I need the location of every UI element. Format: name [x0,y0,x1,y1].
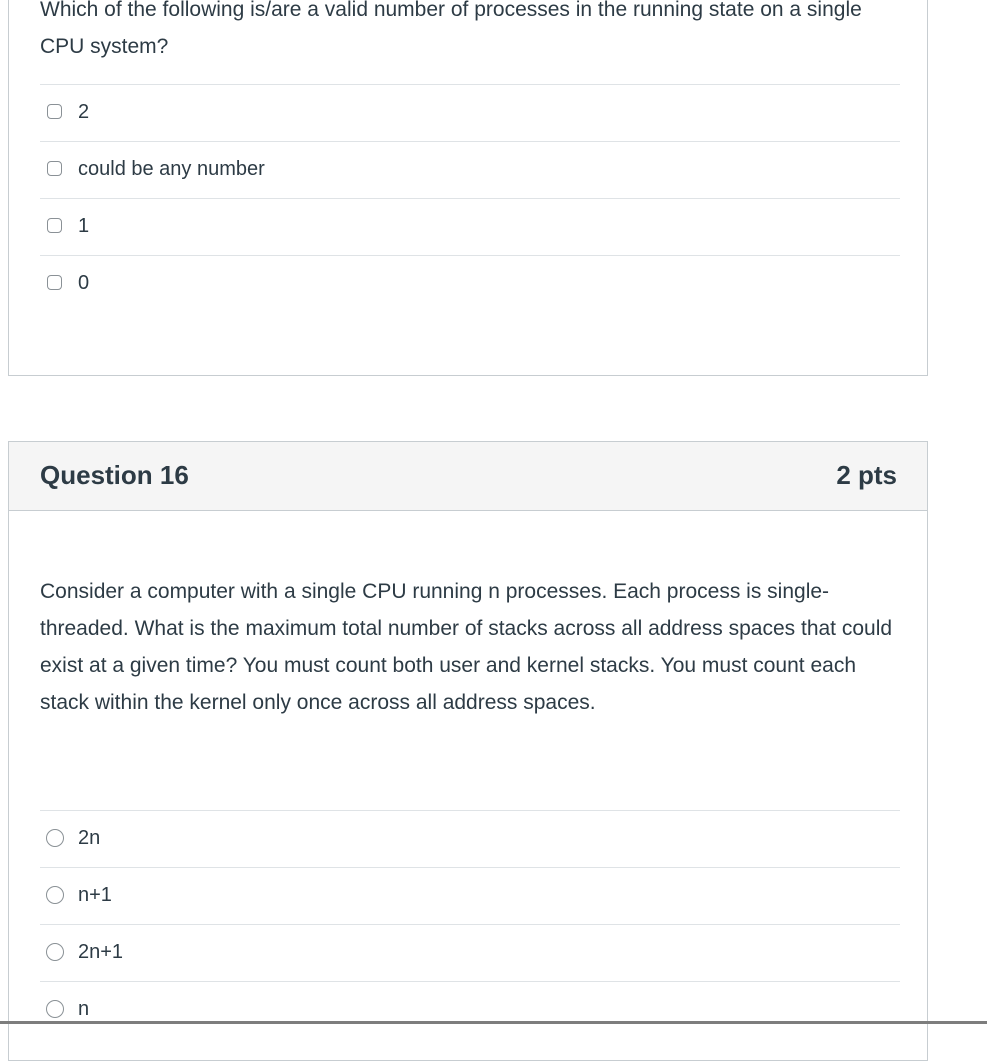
answer-option[interactable] [40,198,900,255]
radio-button[interactable] [46,1000,64,1018]
question-15-card [8,0,928,376]
question-title: Question 16 [40,460,189,490]
answer-option[interactable] [40,141,900,198]
checkbox[interactable] [47,161,62,176]
answer-option[interactable] [40,84,900,141]
answer-list [40,84,900,312]
checkbox[interactable] [47,275,62,290]
question-text: Consider a computer with a single CPU running n processes. Each process is single-threaded. What is the maximum total number of stacks across all address spaces that could exist at a given time? You must count both user and kernel stacks. You must count each stack within the kernel only once across all address spaces. [40,580,893,714]
answer-option[interactable] [40,810,900,867]
answer-option[interactable] [40,867,900,924]
answer-label[interactable]: n+1 [78,884,112,906]
answer-label[interactable]: 2 [78,101,90,123]
answer-label[interactable]: 2n [78,827,101,849]
answer-option[interactable] [40,981,900,1038]
answer-label[interactable]: 0 [78,272,90,294]
answer-label[interactable]: 2n+1 [78,941,124,963]
answer-option[interactable] [40,924,900,981]
answer-label[interactable]: could be any number [78,158,265,180]
answer-label[interactable]: n [78,998,90,1020]
answer-option[interactable] [40,255,900,312]
radio-button[interactable] [46,829,64,847]
checkbox[interactable] [47,218,62,233]
answer-list [40,810,900,1038]
radio-button[interactable] [46,943,64,961]
checkbox[interactable] [47,104,62,119]
answer-label[interactable]: 1 [78,215,90,237]
question-16-card [8,441,928,1061]
question-header [9,442,927,511]
radio-button[interactable] [46,886,64,904]
question-points: 2 pts [836,460,897,490]
question-text: Which of the following is/are a valid number of processes in the running state on a single CPU system? [40,0,862,58]
